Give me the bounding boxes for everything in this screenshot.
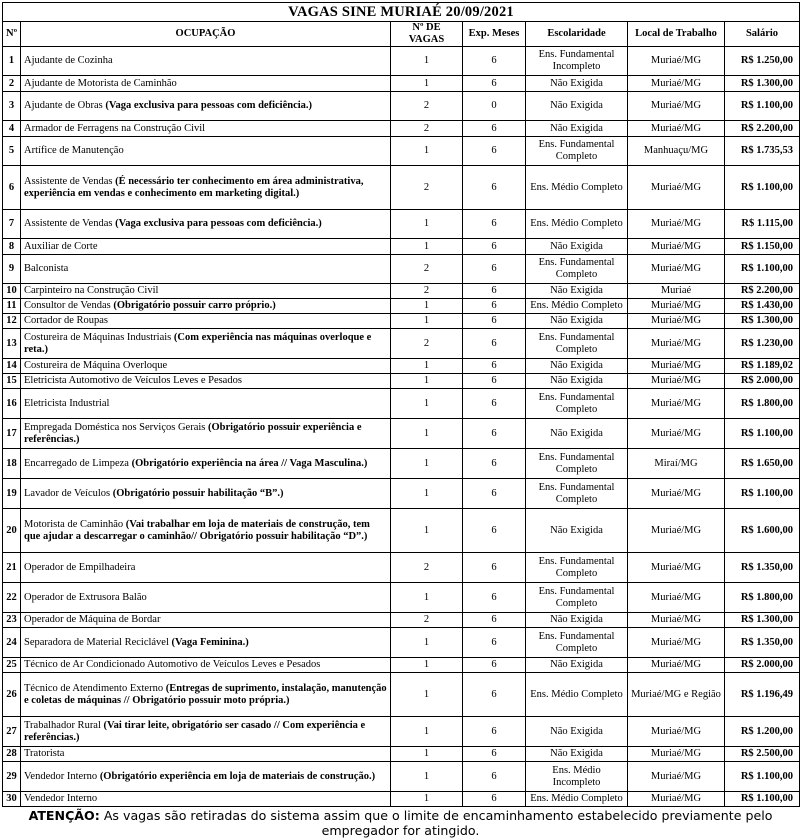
table-row — [3, 47, 800, 76]
vacancies-cell: 1 — [391, 583, 463, 613]
occupation-cell — [21, 299, 391, 314]
header-experience: Exp. Meses — [463, 22, 526, 47]
salary-cell: R$ 1.196,49 — [725, 673, 800, 717]
vacancies-cell: 1 — [391, 762, 463, 792]
location-cell: Manhuaçu/MG — [628, 137, 725, 166]
row-number: 15 — [3, 374, 21, 389]
education-cell: Não Exigida — [526, 239, 628, 255]
row-number: 16 — [3, 389, 21, 419]
occupation-name: Lavador de Veículos — [24, 487, 111, 499]
education-cell: Ens. Fundamental Completo — [526, 389, 628, 419]
salary-cell: R$ 2.500,00 — [725, 747, 800, 762]
occupation-name: Costureira de Máquina Overloque — [24, 360, 168, 371]
occupation-cell — [21, 658, 391, 673]
occupation-name: Auxiliar de Corte — [24, 240, 98, 252]
vacancies-cell: 2 — [391, 284, 463, 299]
occupation-cell — [21, 329, 391, 359]
table-row — [3, 299, 800, 314]
row-number: 14 — [3, 359, 21, 374]
experience-cell: 6 — [463, 613, 526, 628]
salary-cell: R$ 1.100,00 — [725, 92, 800, 121]
vacancies-cell: 1 — [391, 479, 463, 509]
location-cell: Muriaé/MG — [628, 628, 725, 658]
salary-cell: R$ 1.115,00 — [725, 210, 800, 239]
row-number: 3 — [3, 92, 21, 121]
experience-cell: 6 — [463, 419, 526, 449]
occupation-name: Técnico de Atendimento Externo — [24, 682, 164, 694]
occupation-cell — [21, 717, 391, 747]
education-cell: Não Exigida — [526, 284, 628, 299]
vacancies-cell: 1 — [391, 673, 463, 717]
row-number: 9 — [3, 255, 21, 284]
experience-cell: 6 — [463, 239, 526, 255]
occupation-name: Técnico de Ar Condicionado Automotivo de Veículos Leves e Pesados — [24, 659, 321, 670]
salary-cell: R$ 1.650,00 — [725, 449, 800, 479]
occupation-name: Encarregado de Limpeza — [24, 457, 129, 469]
experience-cell: 6 — [463, 314, 526, 329]
location-cell: Muriaé/MG — [628, 613, 725, 628]
occupation-name: Cortador de Roupas — [24, 315, 108, 326]
table-row — [3, 792, 800, 807]
location-cell: Miraí/MG — [628, 449, 725, 479]
table-row — [3, 359, 800, 374]
location-cell: Muriaé/MG — [628, 374, 725, 389]
row-number: 12 — [3, 314, 21, 329]
education-cell: Ens. Fundamental Completo — [526, 255, 628, 284]
vacancies-cell: 2 — [391, 329, 463, 359]
row-number: 20 — [3, 509, 21, 553]
vacancies-cell: 1 — [391, 374, 463, 389]
row-number: 8 — [3, 239, 21, 255]
occupation-cell — [21, 92, 391, 121]
table-row — [3, 314, 800, 329]
vacancies-cell: 1 — [391, 76, 463, 92]
experience-cell: 6 — [463, 553, 526, 583]
table-row — [3, 613, 800, 628]
row-number: 18 — [3, 449, 21, 479]
experience-cell: 6 — [463, 583, 526, 613]
occupation-cell — [21, 792, 391, 807]
row-number: 4 — [3, 121, 21, 137]
salary-cell: R$ 1.350,00 — [725, 628, 800, 658]
vacancies-cell: 1 — [391, 717, 463, 747]
table-row — [3, 210, 800, 239]
location-cell: Muriaé/MG — [628, 509, 725, 553]
salary-cell: R$ 2.200,00 — [725, 121, 800, 137]
location-cell: Muriaé/MG — [628, 717, 725, 747]
occupation-name: Carpinteiro na Construção Civil — [24, 285, 159, 296]
location-cell: Muriaé/MG — [628, 583, 725, 613]
location-cell: Muriaé/MG — [628, 210, 725, 239]
education-cell: Ens. Fundamental Incompleto — [526, 47, 628, 76]
occupation-name: Artífice de Manutenção — [24, 145, 124, 156]
table-header-row — [3, 22, 800, 47]
location-cell: Muriaé/MG — [628, 314, 725, 329]
vacancies-cell: 2 — [391, 613, 463, 628]
experience-cell: 6 — [463, 658, 526, 673]
occupation-cell — [21, 553, 391, 583]
vacancies-cell: 1 — [391, 137, 463, 166]
occupation-note: (É necessário ter conhecimento em área administrativa, experiência em vendas e conhecimento em marketing digital.) — [24, 175, 364, 199]
table-row — [3, 137, 800, 166]
row-number: 11 — [3, 299, 21, 314]
experience-cell: 6 — [463, 747, 526, 762]
row-number: 22 — [3, 583, 21, 613]
occupation-cell — [21, 762, 391, 792]
occupation-cell — [21, 613, 391, 628]
occupation-cell — [21, 47, 391, 76]
experience-cell: 6 — [463, 76, 526, 92]
occupation-note: (Obrigatório possuir habilitação “B”.) — [112, 487, 284, 499]
location-cell: Muriaé/MG — [628, 121, 725, 137]
occupation-name: Vendedor Interno — [24, 793, 98, 804]
occupation-name: Eletricista Industrial — [24, 397, 110, 409]
table-row — [3, 419, 800, 449]
experience-cell: 6 — [463, 329, 526, 359]
occupation-note: (Vai trabalhar em loja de materiais de construção, tem que ajudar a descarregar o caminhão// Obrigatório possuir habilitação “D”.) — [24, 518, 370, 542]
row-number: 29 — [3, 762, 21, 792]
footer-label: ATENÇÃO: — [28, 808, 100, 823]
education-cell: Não Exigida — [526, 374, 628, 389]
row-number: 1 — [3, 47, 21, 76]
occupation-name: Armador de Ferragens na Construção Civil — [24, 122, 206, 134]
salary-cell: R$ 1.100,00 — [725, 479, 800, 509]
education-cell: Ens. Médio Completo — [526, 792, 628, 807]
table-row — [3, 92, 800, 121]
occupation-note: (Vai tirar leite, obrigatório ser casado // Com experiência e referências.) — [24, 719, 366, 743]
education-cell: Não Exigida — [526, 92, 628, 121]
row-number: 25 — [3, 658, 21, 673]
education-cell: Não Exigida — [526, 509, 628, 553]
occupation-note: (Obrigatório experiência na área // Vaga Masculina.) — [131, 457, 368, 469]
location-cell: Muriaé/MG — [628, 299, 725, 314]
location-cell: Muriaé/MG — [628, 166, 725, 210]
salary-cell: R$ 1.100,00 — [725, 792, 800, 807]
education-cell: Não Exigida — [526, 76, 628, 92]
row-number: 19 — [3, 479, 21, 509]
location-cell: Muriaé — [628, 284, 725, 299]
education-cell: Ens. Médio Completo — [526, 166, 628, 210]
location-cell: Muriaé/MG — [628, 329, 725, 359]
occupation-name: Ajudante de Cozinha — [24, 55, 113, 66]
occupation-cell — [21, 314, 391, 329]
occupation-note: (Obrigatório possuir experiência e referências.) — [24, 421, 362, 445]
occupation-note: (Obrigatório experiência em loja de materiais de construção.) — [99, 770, 376, 782]
education-cell: Ens. Fundamental Completo — [526, 137, 628, 166]
education-cell: Ens. Fundamental Completo — [526, 583, 628, 613]
vacancies-cell: 1 — [391, 509, 463, 553]
occupation-name: Tratorista — [24, 748, 65, 759]
footer-notice — [2, 808, 799, 838]
experience-cell: 6 — [463, 389, 526, 419]
location-cell: Muriaé/MG — [628, 553, 725, 583]
salary-cell: R$ 1.800,00 — [725, 389, 800, 419]
vacancies-cell: 1 — [391, 389, 463, 419]
occupation-name: Vendedor Interno — [24, 770, 98, 782]
occupation-note: (Com experiência nas máquinas overloque e reta.) — [24, 331, 372, 355]
location-cell: Muriaé/MG — [628, 479, 725, 509]
header-occupation: OCUPAÇÃO — [21, 22, 391, 47]
salary-cell: R$ 1.350,00 — [725, 553, 800, 583]
occupation-name: Balconista — [24, 263, 69, 274]
salary-cell: R$ 2.200,00 — [725, 284, 800, 299]
experience-cell: 6 — [463, 374, 526, 389]
salary-cell: R$ 1.100,00 — [725, 255, 800, 284]
table-row — [3, 762, 800, 792]
vacancies-cell: 1 — [391, 210, 463, 239]
experience-cell: 6 — [463, 284, 526, 299]
occupation-cell — [21, 419, 391, 449]
location-cell: Muriaé/MG — [628, 359, 725, 374]
vacancies-cell: 1 — [391, 299, 463, 314]
footer-text: As vagas são retiradas do sistema assim que o limite de encaminhamento estabelecido previamente pelo empregador for atingido. — [103, 808, 773, 838]
salary-cell: R$ 1.100,00 — [725, 762, 800, 792]
education-cell: Não Exigida — [526, 613, 628, 628]
occupation-cell — [21, 166, 391, 210]
occupation-cell — [21, 628, 391, 658]
experience-cell: 6 — [463, 137, 526, 166]
vacancies-cell: 1 — [391, 628, 463, 658]
row-number: 23 — [3, 613, 21, 628]
row-number: 26 — [3, 673, 21, 717]
location-cell: Muriaé/MG e Região — [628, 673, 725, 717]
occupation-name: Costureira de Máquinas Industriais — [24, 331, 172, 343]
salary-cell: R$ 1.150,00 — [725, 239, 800, 255]
experience-cell: 6 — [463, 210, 526, 239]
location-cell: Muriaé/MG — [628, 747, 725, 762]
location-cell: Muriaé/MG — [628, 419, 725, 449]
experience-cell: 6 — [463, 673, 526, 717]
salary-cell: R$ 1.600,00 — [725, 509, 800, 553]
education-cell: Ens. Fundamental Completo — [526, 449, 628, 479]
education-cell: Não Exigida — [526, 359, 628, 374]
location-cell: Muriaé/MG — [628, 239, 725, 255]
vacancies-cell: 1 — [391, 314, 463, 329]
education-cell: Ens. Fundamental Completo — [526, 329, 628, 359]
salary-cell: R$ 2.000,00 — [725, 374, 800, 389]
salary-cell: R$ 1.100,00 — [725, 419, 800, 449]
education-cell: Não Exigida — [526, 658, 628, 673]
experience-cell: 6 — [463, 359, 526, 374]
education-cell: Ens. Médio Completo — [526, 210, 628, 239]
occupation-name: Consultor de Vendas — [24, 300, 111, 311]
occupation-cell — [21, 389, 391, 419]
salary-cell: R$ 2.000,00 — [725, 658, 800, 673]
education-cell: Ens. Fundamental Completo — [526, 553, 628, 583]
header-num: Nº — [3, 22, 21, 47]
experience-cell: 6 — [463, 449, 526, 479]
occupation-name: Motorista de Caminhão — [24, 518, 124, 530]
occupation-cell — [21, 284, 391, 299]
table-row — [3, 166, 800, 210]
table-body — [3, 47, 800, 807]
location-cell: Muriaé/MG — [628, 255, 725, 284]
row-number: 6 — [3, 166, 21, 210]
occupation-name: Empregada Doméstica nos Serviços Gerais — [24, 421, 206, 433]
vacancies-cell: 2 — [391, 166, 463, 210]
salary-cell: R$ 1.189,02 — [725, 359, 800, 374]
table-row — [3, 717, 800, 747]
experience-cell: 6 — [463, 121, 526, 137]
education-cell: Ens. Médio Completo — [526, 673, 628, 717]
salary-cell: R$ 1.735,53 — [725, 137, 800, 166]
row-number: 30 — [3, 792, 21, 807]
education-cell: Não Exigida — [526, 314, 628, 329]
education-cell: Não Exigida — [526, 747, 628, 762]
table-row — [3, 121, 800, 137]
experience-cell: 6 — [463, 299, 526, 314]
education-cell: Não Exigida — [526, 121, 628, 137]
table-row — [3, 284, 800, 299]
vacancies-table — [2, 2, 800, 807]
salary-cell: R$ 1.800,00 — [725, 583, 800, 613]
experience-cell: 6 — [463, 628, 526, 658]
occupation-cell — [21, 255, 391, 284]
experience-cell: 6 — [463, 166, 526, 210]
education-cell: Ens. Médio Completo — [526, 299, 628, 314]
occupation-cell — [21, 210, 391, 239]
table-row — [3, 673, 800, 717]
row-number: 27 — [3, 717, 21, 747]
experience-cell: 6 — [463, 792, 526, 807]
row-number: 21 — [3, 553, 21, 583]
row-number: 10 — [3, 284, 21, 299]
occupation-note: (Obrigatório possuir carro próprio.) — [113, 300, 276, 311]
location-cell: Muriaé/MG — [628, 76, 725, 92]
vacancies-cell: 1 — [391, 359, 463, 374]
header-salary: Salário — [725, 22, 800, 47]
vacancies-cell: 1 — [391, 747, 463, 762]
education-cell: Ens. Fundamental Completo — [526, 479, 628, 509]
occupation-name: Operador de Empilhadeira — [24, 561, 136, 573]
occupation-cell — [21, 673, 391, 717]
page-title: VAGAS SINE MURIAÉ 20/09/2021 — [3, 3, 800, 22]
table-row — [3, 479, 800, 509]
occupation-name: Assistente de Vendas — [24, 218, 113, 229]
experience-cell: 6 — [463, 762, 526, 792]
table-row — [3, 239, 800, 255]
location-cell: Muriaé/MG — [628, 92, 725, 121]
salary-cell: R$ 1.100,00 — [725, 166, 800, 210]
location-cell: Muriaé/MG — [628, 658, 725, 673]
row-number: 17 — [3, 419, 21, 449]
job-listing-sheet — [2, 2, 799, 807]
location-cell: Muriaé/MG — [628, 792, 725, 807]
occupation-cell — [21, 747, 391, 762]
header-education: Escolaridade — [526, 22, 628, 47]
row-number: 2 — [3, 76, 21, 92]
salary-cell: R$ 1.300,00 — [725, 314, 800, 329]
salary-cell: R$ 1.430,00 — [725, 299, 800, 314]
salary-cell: R$ 1.300,00 — [725, 613, 800, 628]
header-location: Local de Trabalho — [628, 22, 725, 47]
occupation-name: Ajudante de Motorista de Caminhão — [24, 77, 177, 89]
experience-cell: 6 — [463, 47, 526, 76]
experience-cell: 6 — [463, 509, 526, 553]
occupation-name: Separadora de Material Reciclável — [24, 636, 169, 648]
row-number: 28 — [3, 747, 21, 762]
table-row — [3, 658, 800, 673]
occupation-cell — [21, 121, 391, 137]
occupation-cell — [21, 583, 391, 613]
vacancies-cell: 1 — [391, 47, 463, 76]
row-number: 13 — [3, 329, 21, 359]
table-row — [3, 255, 800, 284]
occupation-cell — [21, 76, 391, 92]
occupation-cell — [21, 359, 391, 374]
occupation-note: (Entregas de suprimento, instalação, manutenção e coletas de máquinas // Obrigatório possuir moto própria.) — [24, 682, 387, 706]
vacancies-cell: 2 — [391, 92, 463, 121]
vacancies-cell: 2 — [391, 553, 463, 583]
experience-cell: 0 — [463, 92, 526, 121]
vacancies-cell: 2 — [391, 255, 463, 284]
vacancies-cell: 2 — [391, 121, 463, 137]
vacancies-cell: 1 — [391, 658, 463, 673]
occupation-name: Operador de Máquina de Bordar — [24, 614, 161, 625]
education-cell: Não Exigida — [526, 717, 628, 747]
salary-cell: R$ 1.200,00 — [725, 717, 800, 747]
table-row — [3, 389, 800, 419]
table-row — [3, 76, 800, 92]
occupation-cell — [21, 479, 391, 509]
experience-cell: 6 — [463, 717, 526, 747]
table-row — [3, 553, 800, 583]
row-number: 24 — [3, 628, 21, 658]
occupation-note: (Vaga Feminina.) — [171, 636, 249, 648]
header-vacancies: Nº DE VAGAS — [391, 22, 463, 47]
occupation-name: Operador de Extrusora Balão — [24, 591, 147, 603]
location-cell: Muriaé/MG — [628, 762, 725, 792]
location-cell: Muriaé/MG — [628, 47, 725, 76]
occupation-cell — [21, 449, 391, 479]
experience-cell: 6 — [463, 255, 526, 284]
vacancies-cell: 1 — [391, 419, 463, 449]
occupation-name: Eletricista Automotivo de Veículos Leves e Pesados — [24, 375, 242, 386]
vacancies-cell: 1 — [391, 792, 463, 807]
occupation-cell — [21, 509, 391, 553]
table-row — [3, 747, 800, 762]
occupation-cell — [21, 374, 391, 389]
table-row — [3, 583, 800, 613]
occupation-note: (Vaga exclusiva para pessoas com deficiência.) — [105, 100, 313, 111]
education-cell: Ens. Fundamental Completo — [526, 628, 628, 658]
education-cell: Ens. Médio Incompleto — [526, 762, 628, 792]
table-row — [3, 628, 800, 658]
salary-cell: R$ 1.300,00 — [725, 76, 800, 92]
occupation-name: Trabalhador Rural — [24, 719, 101, 731]
table-row — [3, 449, 800, 479]
education-cell: Não Exigida — [526, 419, 628, 449]
table-row — [3, 329, 800, 359]
salary-cell: R$ 1.250,00 — [725, 47, 800, 76]
row-number: 7 — [3, 210, 21, 239]
experience-cell: 6 — [463, 479, 526, 509]
row-number: 5 — [3, 137, 21, 166]
table-row — [3, 374, 800, 389]
occupation-note: (Vaga exclusiva para pessoas com deficiência.) — [115, 218, 322, 229]
vacancies-cell: 1 — [391, 239, 463, 255]
occupation-cell — [21, 239, 391, 255]
occupation-cell — [21, 137, 391, 166]
table-row — [3, 509, 800, 553]
vacancies-cell: 1 — [391, 449, 463, 479]
occupation-name: Assistente de Vendas — [24, 175, 113, 187]
occupation-name: Ajudante de Obras — [24, 100, 103, 111]
salary-cell: R$ 1.230,00 — [725, 329, 800, 359]
location-cell: Muriaé/MG — [628, 389, 725, 419]
